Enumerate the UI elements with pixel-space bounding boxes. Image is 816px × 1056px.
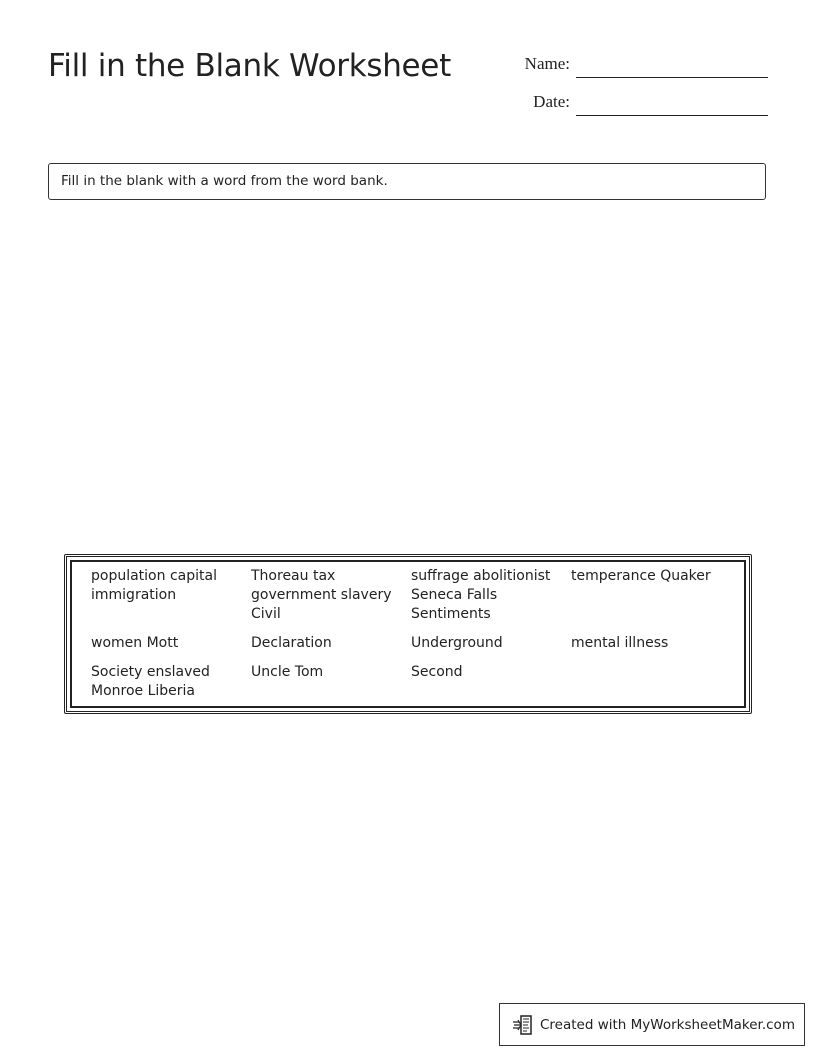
name-field [496,48,768,78]
worksheet-maker-logo-icon [512,1014,534,1036]
word-bank-cell: Second [411,664,463,680]
word-bank [64,554,752,714]
name-line [576,77,768,78]
word-bank-cell [571,663,731,701]
word-bank-cell: Society enslaved Monroe Liberia [91,664,210,699]
instructions-box [48,163,766,200]
word-bank-cell: suffrage abolitionist Seneca Falls Sentiments [411,568,551,622]
word-bank-cell: Underground [411,635,503,651]
date-line [576,115,768,116]
word-bank-cell: Uncle Tom [251,664,324,680]
word-bank-grid [91,567,731,701]
word-bank-cell: temperance Quaker [571,568,711,584]
date-label: Date: [533,92,570,111]
word-bank-cell: Declaration [251,635,332,651]
page-title: Fill in the Blank Worksheet [48,48,451,84]
date-field [496,86,768,116]
word-bank-cell: Thoreau tax government slavery Civil [251,568,392,622]
word-bank-cell: women Mott [91,635,179,651]
word-bank-cell: mental illness [571,635,669,651]
word-bank-cell: population capital immigration [91,568,217,603]
footer-badge[interactable] [499,1003,805,1046]
instructions-text: Fill in the blank with a word from the word bank. [61,173,388,189]
name-label: Name: [524,54,570,73]
footer-text: Created with MyWorksheetMaker.com [540,1016,795,1033]
